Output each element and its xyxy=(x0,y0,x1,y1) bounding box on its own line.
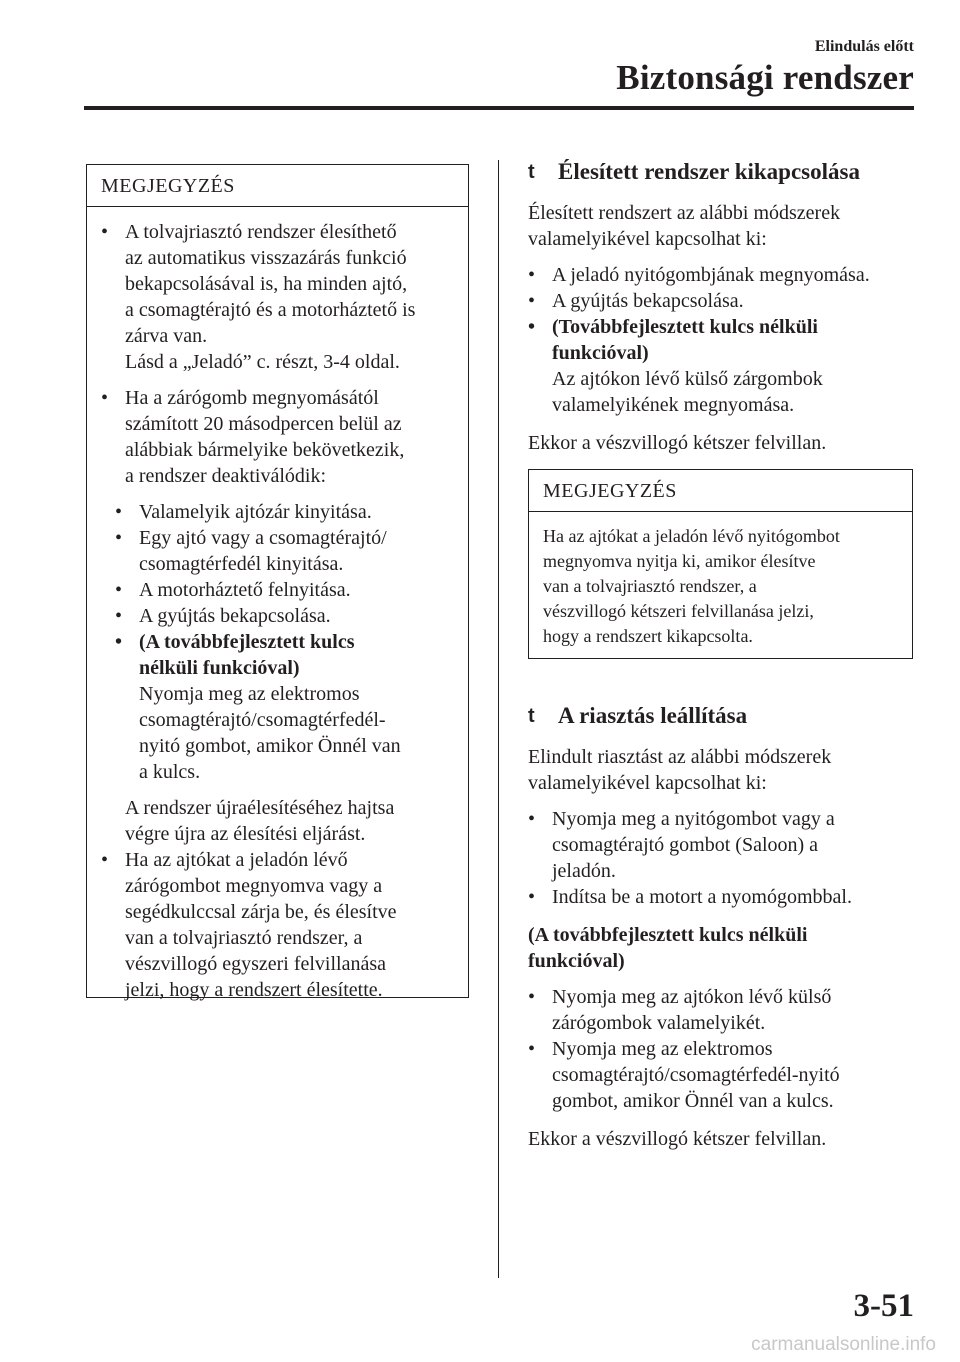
chapter-label: Elindulás előtt xyxy=(814,38,914,55)
list-item: • Nyomja meg a nyitógombot vagy a csomagtérajtó gombot (Saloon) a jeladón. xyxy=(528,808,835,882)
section-marker-icon: t xyxy=(528,705,535,727)
sub-bullet-3: • A motorháztető felnyitása. xyxy=(115,579,351,601)
header-rule xyxy=(84,106,914,110)
section-heading: t A riasztás leállítása xyxy=(528,703,748,728)
sub-bullet-1: • Valamelyik ajtózár kinyitása. xyxy=(115,501,372,523)
sub-bullet-icon: • xyxy=(115,631,123,653)
section-marker-icon: t xyxy=(528,161,535,183)
sub-bullet-4: • A gyújtás bekapcsolása. xyxy=(115,605,331,627)
list-item: • Nyomja meg az elektromos csomagtérajtó/csomagtérfedél-nyitó gombot, amikor Önnél van a kulcs. xyxy=(528,1038,840,1112)
sub-bullet-icon: • xyxy=(115,527,123,549)
note-text: Ha az ajtókat a jeladón lévő nyitógombot megnyomva nyitja ki, amikor élesítve van a tolvajriasztó rendszer, a vészvillogó kétszeri felvillanása jelzi, hogy a rendszert kikapcsolta. xyxy=(543,526,840,646)
note-box-left xyxy=(86,164,469,1001)
note-title: MEGJEGYZÉS xyxy=(101,175,235,197)
sub-bullet-icon: • xyxy=(115,501,123,523)
list-item: • (Továbbfejlesztett kulcs nélküli funkcióval) Az ajtókon lévő külső zárgombok valamelyikének megnyomása. xyxy=(528,316,823,416)
section-title: Biztonsági rendszer xyxy=(616,58,914,97)
bullet-icon: • xyxy=(528,808,536,830)
sub-bullet-icon: • xyxy=(115,605,123,627)
note-bullet-1: • A tolvajriasztó rendszer élesíthető az automatikus visszazárás funkció bekapcsolásával is, ha minden ajtó, a csomagtérajtó és a motorháztető is zárva van. Lásd a „Jeladó” c. részt, 3-4 oldal. xyxy=(101,221,416,373)
section-intro: Élesített rendszert az alábbi módszerek valamelyikével kapcsolhat ki: xyxy=(528,202,841,250)
sub-bullet-icon: • xyxy=(115,579,123,601)
note-bullet-3: • Ha az ajtókat a jeladón lévő zárógombot megnyomva vagy a segédkulccsal zárja be, és élesítve van a tolvajriasztó rendszer, a vészvillogó egyszeri felvillanása jelzi, hogy a rendszert élesítette. xyxy=(101,849,397,1001)
column-divider xyxy=(498,160,499,1278)
bullet-icon: • xyxy=(528,290,536,312)
bullet-icon: • xyxy=(101,387,109,409)
rearm-text: A rendszer újraélesítéséhez hajtsa végre újra az élesítési eljárást. xyxy=(125,797,395,845)
sub-bullet-2: • Egy ajtó vagy a csomagtérajtó/ csomagtérfedél kinyitása. xyxy=(115,527,387,575)
bullet-icon: • xyxy=(528,316,536,338)
bullet-icon: • xyxy=(528,986,536,1008)
note-bullet-2: • Ha a zárógomb megnyomásától számított 20 másodpercen belül az alábbiak bármelyike bekövetkezik, a rendszer deaktiválódik: xyxy=(101,387,405,487)
section-heading: t Élesített rendszer kikapcsolása xyxy=(528,159,860,184)
bullet-icon: • xyxy=(528,264,536,286)
bullet-icon: • xyxy=(528,886,536,908)
section-outro: Ekkor a vészvillogó kétszer felvillan. xyxy=(528,1128,827,1150)
sub-bullet-5: • (A továbbfejlesztett kulcs nélküli funkcióval) Nyomja meg az elektromos csomagtérajtó/csomagtérfedél- nyitó gombot, amikor Önnél van a kulcs. xyxy=(115,631,401,783)
watermark: carmanualsonline.info xyxy=(751,1334,936,1355)
subheading: (A továbbfejlesztett kulcs nélküli funkcióval) xyxy=(528,924,808,972)
bullet-icon: • xyxy=(101,221,109,243)
note-title: MEGJEGYZÉS xyxy=(543,480,677,502)
list-item: • Nyomja meg az ajtókon lévő külső zárógombok valamelyikét. xyxy=(528,986,832,1034)
section-intro: Elindult riasztást az alábbi módszerek valamelyikével kapcsolhat ki: xyxy=(528,746,832,794)
list-item: • A jeladó nyitógombjának megnyomása. xyxy=(528,264,870,286)
note-box-right xyxy=(528,469,913,659)
section-disarm xyxy=(528,158,916,456)
list-item: • Indítsa be a motort a nyomógombbal. xyxy=(528,886,852,908)
section-stop-alarm xyxy=(528,702,916,1152)
section-outro: Ekkor a vészvillogó kétszer felvillan. xyxy=(528,432,827,454)
list-item: • A gyújtás bekapcsolása. xyxy=(528,290,744,312)
bullet-icon: • xyxy=(528,1038,536,1060)
bullet-icon: • xyxy=(101,849,109,871)
page-number: 3-51 xyxy=(853,1288,914,1324)
